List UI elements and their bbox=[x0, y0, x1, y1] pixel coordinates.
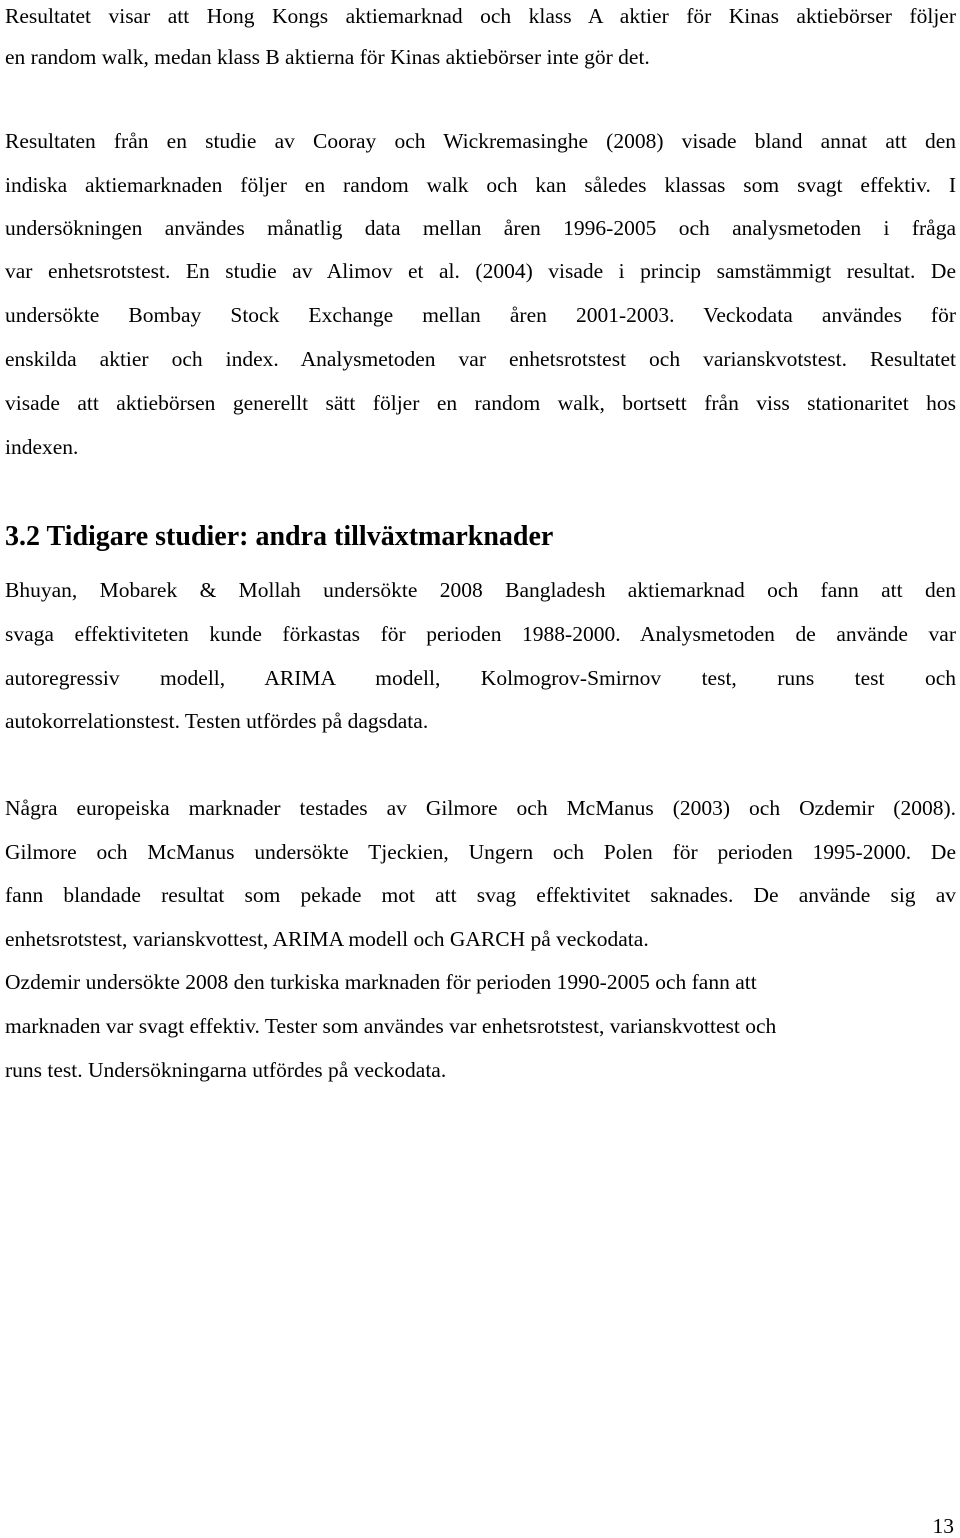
text-line: Några europeiska marknader testades av Gilmore och McManus (2003) och Ozdemir (2008). bbox=[5, 796, 956, 820]
text-line: autoregressiv modell, ARIMA modell, Kolmogrov-Smirnov test, runs test och bbox=[5, 666, 956, 690]
text-line: Gilmore och McManus undersökte Tjeckien, Ungern och Polen för perioden 1995-2000. De bbox=[5, 840, 956, 864]
text-line: undersökte Bombay Stock Exchange mellan åren 2001-2003. Veckodata användes för bbox=[5, 303, 956, 327]
text-line: svaga effektiviteten kunde förkastas för perioden 1988-2000. Analysmetoden de använde var bbox=[5, 622, 956, 646]
text-line: marknaden var svagt effektiv. Tester som användes var enhetsrotstest, varianskvottest och bbox=[5, 1014, 777, 1038]
text-line: indexen. bbox=[5, 435, 79, 459]
text-line: Bhuyan, Mobarek & Mollah undersökte 2008 Bangladesh aktiemarknad och fann att den bbox=[5, 578, 956, 602]
text-line: fann blandade resultat som pekade mot att svag effektivitet saknades. De använde sig av bbox=[5, 883, 956, 907]
section-heading: 3.2 Tidigare studier: andra tillväxtmarknader bbox=[5, 521, 554, 552]
text-line: Resultaten från en studie av Cooray och Wickremasinghe (2008) visade bland annat att den bbox=[5, 129, 956, 153]
text-line: indiska aktiemarknaden följer en random walk och kan således klassas som svagt effektiv. I bbox=[5, 173, 956, 197]
text-line: runs test. Undersökningarna utfördes på veckodata. bbox=[5, 1058, 447, 1082]
text-line: Ozdemir undersökte 2008 den turkiska marknaden för perioden 1990-2005 och fann att bbox=[5, 970, 757, 994]
text-line: visade att aktiebörsen generellt sätt följer en random walk, bortsett från viss stationaritet hos bbox=[5, 391, 956, 415]
text-line: enskilda aktier och index. Analysmetoden var enhetsrotstest och varianskvotstest. Resultatet bbox=[5, 347, 956, 371]
text-line: Resultatet visar att Hong Kongs aktiemarknad och klass A aktier för Kinas aktiebörser följer bbox=[5, 4, 956, 28]
text-line: enhetsrotstest, varianskvottest, ARIMA modell och GARCH på veckodata. bbox=[5, 927, 649, 951]
page-number: 13 bbox=[932, 1514, 954, 1538]
text-line: en random walk, medan klass B aktierna för Kinas aktiebörser inte gör det. bbox=[5, 45, 650, 69]
text-line: var enhetsrotstest. En studie av Alimov et al. (2004) visade i princip samstämmigt resultat. De bbox=[5, 259, 956, 283]
text-line: undersökningen användes månatlig data mellan åren 1996-2005 och analysmetoden i fråga bbox=[5, 216, 956, 240]
text-line: autokorrelationstest. Testen utfördes på dagsdata. bbox=[5, 709, 429, 733]
